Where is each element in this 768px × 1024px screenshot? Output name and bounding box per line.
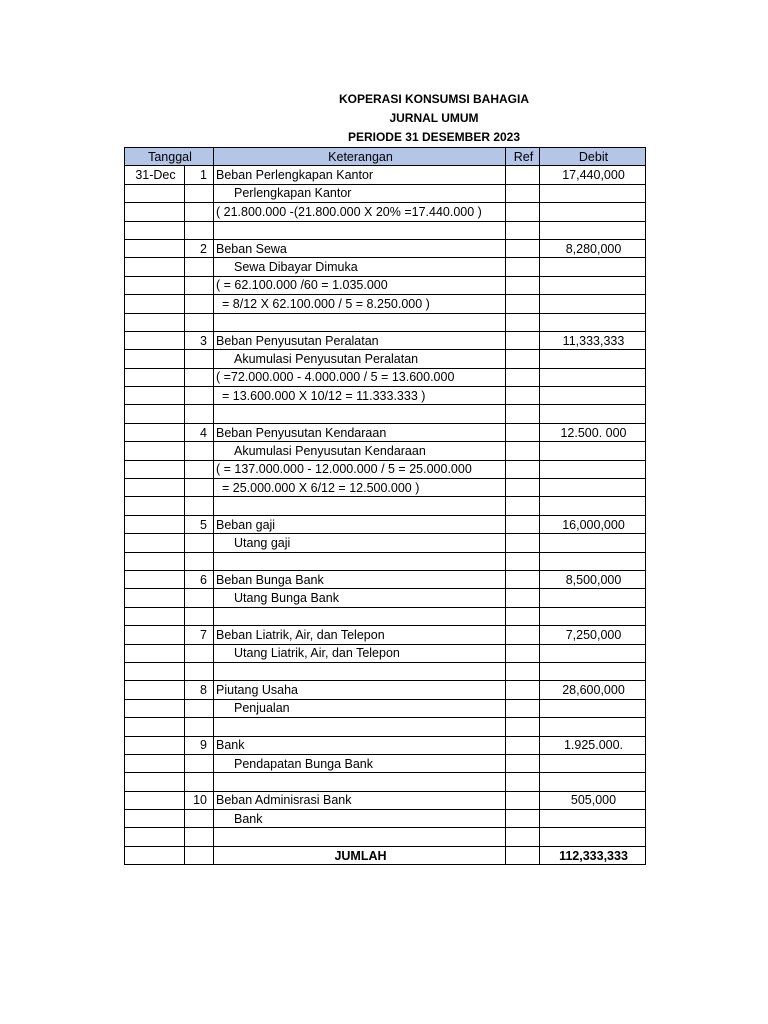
ref-cell	[506, 754, 540, 772]
table-header-row	[125, 148, 646, 166]
description-cell: Utang Liatrik, Air, dan Telepon	[214, 644, 506, 662]
ref-cell	[506, 387, 540, 405]
debit-cell	[540, 497, 646, 515]
date-cell	[125, 313, 185, 331]
description-cell	[214, 773, 506, 791]
entry-number-cell	[185, 460, 214, 478]
debit-cell	[540, 607, 646, 625]
description-cell	[214, 497, 506, 515]
entry-number-cell	[185, 754, 214, 772]
description-cell	[214, 552, 506, 570]
entry-number-cell	[185, 313, 214, 331]
debit-cell	[540, 405, 646, 423]
table-row	[125, 460, 646, 478]
description-cell: Beban gaji	[214, 515, 506, 533]
debit-cell	[540, 276, 646, 294]
entry-number-cell	[185, 368, 214, 386]
table-row	[125, 534, 646, 552]
ref-cell	[506, 644, 540, 662]
debit-cell	[540, 258, 646, 276]
entry-number-cell: 8	[185, 681, 214, 699]
date-cell	[125, 442, 185, 460]
header-keterangan: Keterangan	[214, 148, 506, 166]
table-row	[125, 718, 646, 736]
ref-cell	[506, 791, 540, 809]
debit-cell	[540, 589, 646, 607]
debit-cell: 1.925.000.	[540, 736, 646, 754]
ref-cell	[506, 681, 540, 699]
description-cell: = 13.600.000 X 10/12 = 11.333.333 )	[214, 387, 506, 405]
table-row	[125, 681, 646, 699]
date-cell	[125, 534, 185, 552]
description-cell: Akumulasi Penyusutan Peralatan	[214, 350, 506, 368]
debit-cell	[540, 203, 646, 221]
table-row	[125, 184, 646, 202]
table-row	[125, 221, 646, 239]
table-row	[125, 239, 646, 257]
table-row	[125, 589, 646, 607]
table-row	[125, 626, 646, 644]
date-cell	[125, 515, 185, 533]
ref-cell	[506, 221, 540, 239]
description-cell: Bank	[214, 810, 506, 828]
ref-cell	[506, 515, 540, 533]
date-cell	[125, 552, 185, 570]
date-cell	[125, 644, 185, 662]
description-cell: Perlengkapan Kantor	[214, 184, 506, 202]
total-date-cell	[125, 846, 185, 864]
debit-cell: 16,000,000	[540, 515, 646, 533]
debit-cell	[540, 662, 646, 680]
table-row	[125, 644, 646, 662]
entry-number-cell	[185, 828, 214, 846]
description-cell: = 25.000.000 X 6/12 = 12.500.000 )	[214, 479, 506, 497]
description-cell: Pendapatan Bunga Bank	[214, 754, 506, 772]
description-cell: Utang Bunga Bank	[214, 589, 506, 607]
ref-cell	[506, 570, 540, 588]
total-label: JUMLAH	[214, 846, 506, 864]
debit-cell: 8,500,000	[540, 570, 646, 588]
table-row	[125, 479, 646, 497]
ref-cell	[506, 442, 540, 460]
entry-number-cell	[185, 203, 214, 221]
entry-number-cell	[185, 258, 214, 276]
description-cell: Beban Bunga Bank	[214, 570, 506, 588]
journal-body	[125, 166, 646, 846]
total-row	[125, 846, 646, 864]
description-cell: ( 21.800.000 -(21.800.000 X 20% =17.440.000 )	[214, 203, 506, 221]
table-row	[125, 736, 646, 754]
ref-cell	[506, 203, 540, 221]
table-row	[125, 791, 646, 809]
description-cell: Beban Penyusutan Kendaraan	[214, 423, 506, 441]
table-row	[125, 497, 646, 515]
entry-number-cell: 4	[185, 423, 214, 441]
header-debit: Debit	[540, 148, 646, 166]
entry-number-cell	[185, 810, 214, 828]
description-cell: = 8/12 X 62.100.000 / 5 = 8.250.000 )	[214, 295, 506, 313]
debit-cell	[540, 387, 646, 405]
table-row	[125, 423, 646, 441]
description-cell	[214, 313, 506, 331]
date-cell	[125, 331, 185, 349]
date-cell	[125, 570, 185, 588]
ref-cell	[506, 828, 540, 846]
date-cell: 31-Dec	[125, 166, 185, 184]
table-row	[125, 258, 646, 276]
debit-cell	[540, 313, 646, 331]
table-row	[125, 754, 646, 772]
table-row	[125, 331, 646, 349]
description-cell	[214, 662, 506, 680]
table-row	[125, 276, 646, 294]
entry-number-cell	[185, 662, 214, 680]
debit-cell	[540, 184, 646, 202]
date-cell	[125, 681, 185, 699]
debit-cell	[540, 534, 646, 552]
entry-number-cell	[185, 773, 214, 791]
ref-cell	[506, 166, 540, 184]
date-cell	[125, 699, 185, 717]
date-cell	[125, 791, 185, 809]
table-row	[125, 607, 646, 625]
entry-number-cell: 9	[185, 736, 214, 754]
entry-number-cell	[185, 497, 214, 515]
description-cell	[214, 221, 506, 239]
debit-cell	[540, 442, 646, 460]
ref-cell	[506, 552, 540, 570]
total-no-cell	[185, 846, 214, 864]
table-row	[125, 313, 646, 331]
table-row	[125, 515, 646, 533]
date-cell	[125, 350, 185, 368]
ref-cell	[506, 718, 540, 736]
table-row	[125, 662, 646, 680]
entry-number-cell	[185, 184, 214, 202]
table-row	[125, 368, 646, 386]
company-name: KOPERASI KONSUMSI BAHAGIA	[338, 92, 529, 106]
date-cell	[125, 589, 185, 607]
table-row	[125, 350, 646, 368]
entry-number-cell: 10	[185, 791, 214, 809]
entry-number-cell	[185, 350, 214, 368]
debit-cell: 7,250,000	[540, 626, 646, 644]
date-cell	[125, 239, 185, 257]
debit-cell	[540, 754, 646, 772]
total-ref-cell	[506, 846, 540, 864]
entry-number-cell	[185, 589, 214, 607]
description-cell: Beban Sewa	[214, 239, 506, 257]
date-cell	[125, 221, 185, 239]
ref-cell	[506, 350, 540, 368]
entry-number-cell	[185, 442, 214, 460]
description-cell: Beban Perlengkapan Kantor	[214, 166, 506, 184]
ref-cell	[506, 239, 540, 257]
ref-cell	[506, 423, 540, 441]
date-cell	[125, 810, 185, 828]
date-cell	[125, 276, 185, 294]
entry-number-cell	[185, 644, 214, 662]
description-cell	[214, 828, 506, 846]
entry-number-cell: 7	[185, 626, 214, 644]
ref-cell	[506, 479, 540, 497]
debit-cell: 28,600,000	[540, 681, 646, 699]
table-row	[125, 387, 646, 405]
debit-cell	[540, 479, 646, 497]
table-row	[125, 166, 646, 184]
table-row	[125, 552, 646, 570]
date-cell	[125, 662, 185, 680]
date-cell	[125, 203, 185, 221]
total-debit: 112,333,333	[540, 846, 646, 864]
entry-number-cell	[185, 699, 214, 717]
journal-table	[124, 147, 646, 865]
description-cell: Beban Liatrik, Air, dan Telepon	[214, 626, 506, 644]
ref-cell	[506, 662, 540, 680]
ref-cell	[506, 313, 540, 331]
entry-number-cell	[185, 718, 214, 736]
description-cell: Akumulasi Penyusutan Kendaraan	[214, 442, 506, 460]
ref-cell	[506, 699, 540, 717]
entry-number-cell	[185, 276, 214, 294]
header-tanggal: Tanggal	[125, 148, 214, 166]
debit-cell	[540, 810, 646, 828]
date-cell	[125, 295, 185, 313]
entry-number-cell: 1	[185, 166, 214, 184]
debit-cell	[540, 295, 646, 313]
document-title: JURNAL UMUM	[389, 111, 479, 125]
entry-number-cell: 5	[185, 515, 214, 533]
description-cell	[214, 718, 506, 736]
entry-number-cell: 3	[185, 331, 214, 349]
description-cell: Sewa Dibayar Dimuka	[214, 258, 506, 276]
description-cell: ( = 62.100.000 /60 = 1.035.000	[214, 276, 506, 294]
description-cell: Beban Adminisrasi Bank	[214, 791, 506, 809]
date-cell	[125, 497, 185, 515]
ref-cell	[506, 497, 540, 515]
debit-cell	[540, 221, 646, 239]
date-cell	[125, 460, 185, 478]
ref-cell	[506, 589, 540, 607]
entry-number-cell	[185, 387, 214, 405]
date-cell	[125, 423, 185, 441]
ref-cell	[506, 295, 540, 313]
header-ref: Ref	[506, 148, 540, 166]
debit-cell	[540, 552, 646, 570]
date-cell	[125, 828, 185, 846]
date-cell	[125, 718, 185, 736]
description-cell: Utang gaji	[214, 534, 506, 552]
table-row	[125, 773, 646, 791]
entry-number-cell	[185, 534, 214, 552]
debit-cell	[540, 644, 646, 662]
description-cell	[214, 607, 506, 625]
debit-cell: 8,280,000	[540, 239, 646, 257]
ref-cell	[506, 626, 540, 644]
ref-cell	[506, 460, 540, 478]
table-row	[125, 442, 646, 460]
table-row	[125, 699, 646, 717]
date-cell	[125, 184, 185, 202]
date-cell	[125, 773, 185, 791]
date-cell	[125, 387, 185, 405]
description-cell: Beban Penyusutan Peralatan	[214, 331, 506, 349]
entry-number-cell	[185, 607, 214, 625]
description-cell: Piutang Usaha	[214, 681, 506, 699]
debit-cell	[540, 699, 646, 717]
description-cell: ( = 137.000.000 - 12.000.000 / 5 = 25.000.000	[214, 460, 506, 478]
date-cell	[125, 405, 185, 423]
debit-cell: 11,333,333	[540, 331, 646, 349]
ref-cell	[506, 331, 540, 349]
debit-cell	[540, 773, 646, 791]
debit-cell	[540, 828, 646, 846]
ref-cell	[506, 258, 540, 276]
table-row	[125, 203, 646, 221]
ref-cell	[506, 607, 540, 625]
ref-cell	[506, 534, 540, 552]
date-cell	[125, 754, 185, 772]
debit-cell: 17,440,000	[540, 166, 646, 184]
debit-cell: 12.500. 000	[540, 423, 646, 441]
date-cell	[125, 736, 185, 754]
date-cell	[125, 479, 185, 497]
date-cell	[125, 607, 185, 625]
entry-number-cell	[185, 221, 214, 239]
entry-number-cell: 6	[185, 570, 214, 588]
entry-number-cell: 2	[185, 239, 214, 257]
description-cell	[214, 405, 506, 423]
entry-number-cell	[185, 295, 214, 313]
ref-cell	[506, 276, 540, 294]
ref-cell	[506, 368, 540, 386]
debit-cell	[540, 368, 646, 386]
debit-cell	[540, 350, 646, 368]
date-cell	[125, 626, 185, 644]
debit-cell: 505,000	[540, 791, 646, 809]
date-cell	[125, 368, 185, 386]
table-row	[125, 295, 646, 313]
ref-cell	[506, 405, 540, 423]
description-cell: ( =72.000.000 - 4.000.000 / 5 = 13.600.000	[214, 368, 506, 386]
ref-cell	[506, 773, 540, 791]
debit-cell	[540, 460, 646, 478]
table-row	[125, 810, 646, 828]
table-row	[125, 405, 646, 423]
table-row	[125, 570, 646, 588]
debit-cell	[540, 718, 646, 736]
table-row	[125, 828, 646, 846]
date-cell	[125, 258, 185, 276]
description-cell: Bank	[214, 736, 506, 754]
description-cell: Penjualan	[214, 699, 506, 717]
entry-number-cell	[185, 479, 214, 497]
ref-cell	[506, 810, 540, 828]
entry-number-cell	[185, 405, 214, 423]
period-label: PERIODE 31 DESEMBER 2023	[347, 130, 521, 144]
ref-cell	[506, 736, 540, 754]
ref-cell	[506, 184, 540, 202]
entry-number-cell	[185, 552, 214, 570]
